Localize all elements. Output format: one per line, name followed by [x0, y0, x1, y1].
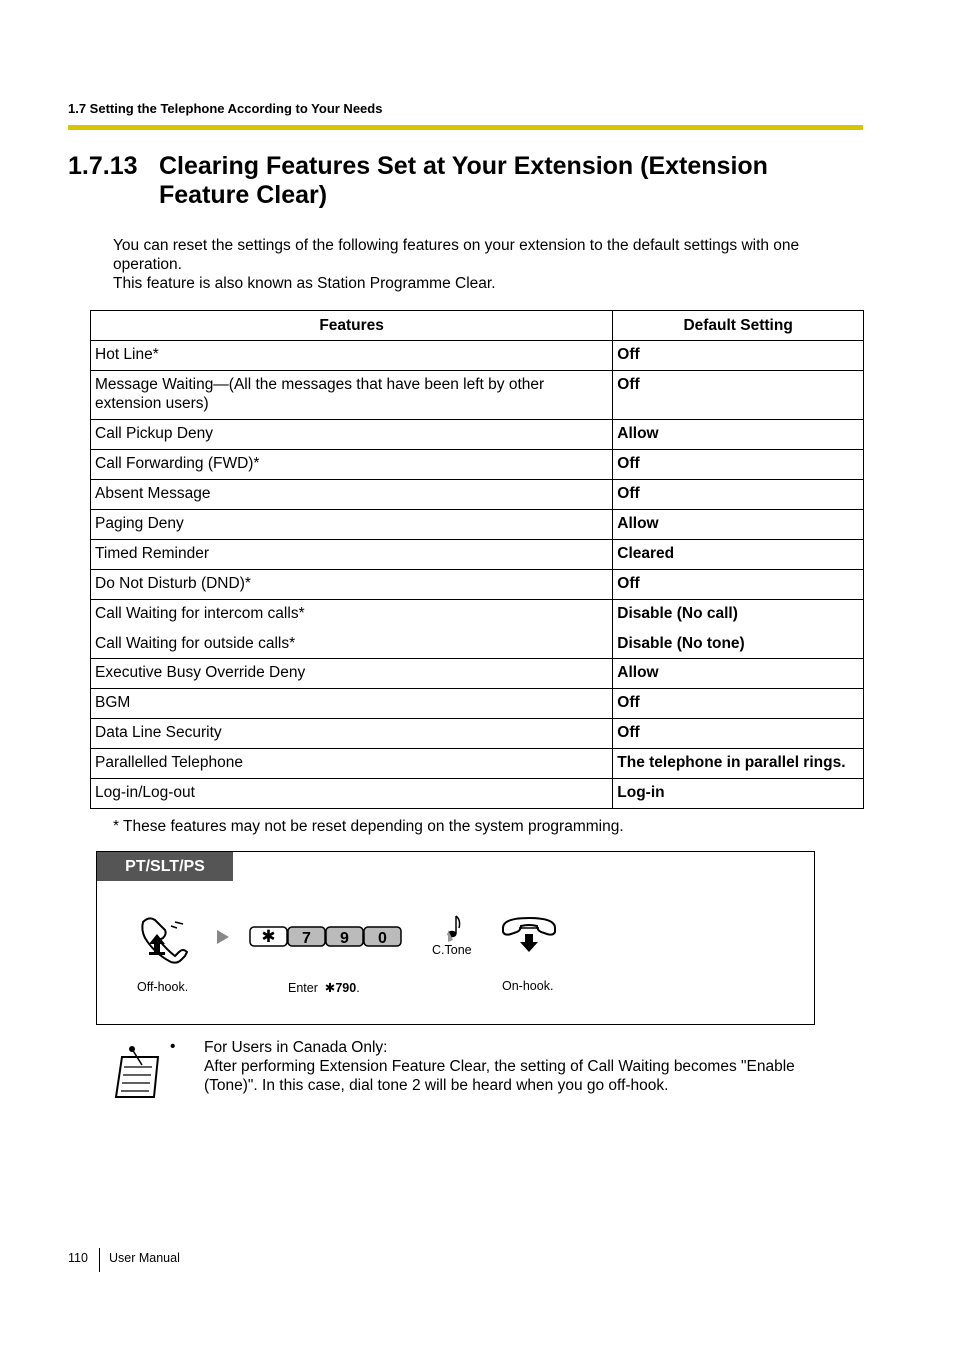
default-cell: Allow	[613, 510, 864, 540]
note-line-1: For Users in Canada Only:	[204, 1039, 388, 1056]
operation-box	[96, 851, 815, 1025]
feature-cell: Executive Busy Override Deny	[91, 659, 613, 689]
features-table	[90, 310, 864, 809]
default-cell: Log-in	[613, 779, 864, 809]
feature-cell: Call Pickup Deny	[91, 420, 613, 450]
default-cell: Allow	[613, 659, 864, 689]
table-row	[91, 719, 864, 749]
footer-label: User Manual	[109, 1251, 180, 1265]
feature-cell-intercom: Call Waiting for intercom calls*	[95, 605, 305, 622]
svg-text:9: 9	[340, 930, 349, 947]
operation-diagram	[97, 852, 816, 1026]
feature-cell: Paging Deny	[91, 510, 613, 540]
key-9	[326, 927, 363, 947]
step-enter-code: ✱790	[324, 981, 357, 995]
header-rule	[68, 125, 863, 130]
intro-text	[113, 236, 853, 293]
tone-label: C.Tone	[432, 943, 472, 957]
running-header: 1.7 Setting the Telephone According to Your Needs	[68, 101, 383, 116]
step-enter-prefix: Enter	[288, 981, 318, 995]
svg-text:7: 7	[302, 930, 311, 947]
feature-cell: Message Waiting—(All the messages that have been left by other extension users)	[91, 371, 613, 420]
default-cell: Off	[613, 689, 864, 719]
feature-cell: Call Forwarding (FWD)*	[91, 450, 613, 480]
section-number: 1.7.13	[68, 152, 138, 180]
feature-cell: Hot Line*	[91, 341, 613, 371]
default-cell: Off	[613, 480, 864, 510]
table-row	[91, 779, 864, 809]
default-cell: The telephone in parallel rings.	[613, 749, 864, 779]
feature-cell: BGM	[91, 689, 613, 719]
table-row	[91, 600, 864, 659]
feature-cell: Absent Message	[91, 480, 613, 510]
step-enter-caption	[288, 980, 360, 995]
feature-cell: Log-in/Log-out	[91, 779, 613, 809]
svg-text:✱: ✱	[261, 927, 276, 946]
table-header-row	[91, 311, 864, 341]
default-cell: Cleared	[613, 540, 864, 570]
off-hook-handset-icon	[142, 918, 187, 962]
step-enter-suffix: .	[356, 981, 360, 995]
intro-line-2: This feature is also known as Station Programme Clear.	[113, 275, 496, 292]
page-number: 110	[68, 1251, 88, 1265]
arrow-right-icon	[217, 930, 229, 944]
table-row	[91, 450, 864, 480]
table-row	[91, 540, 864, 570]
table-row	[91, 371, 864, 420]
table-row	[91, 659, 864, 689]
feature-cell: Timed Reminder	[91, 540, 613, 570]
section-title-text: Clearing Features Set at Your Extension (Extension Feature Clear)	[159, 152, 768, 209]
table-row	[91, 689, 864, 719]
key-7	[288, 927, 325, 947]
default-cell-outside: Disable (No tone)	[617, 635, 745, 652]
table-row	[91, 420, 864, 450]
feature-cell: Parallelled Telephone	[91, 749, 613, 779]
default-cell: Off	[613, 719, 864, 749]
note-bullet: •	[170, 1038, 176, 1055]
table-row	[91, 749, 864, 779]
music-note-icon	[448, 916, 460, 942]
step-on-hook-caption: On-hook.	[502, 979, 554, 993]
key-star	[250, 927, 287, 946]
feature-cell	[91, 600, 613, 659]
operation-tab-label: PT/SLT/PS	[97, 852, 233, 881]
table-row	[91, 341, 864, 371]
default-cell: Off	[613, 450, 864, 480]
default-cell-intercom: Disable (No call)	[617, 605, 738, 622]
footer-divider	[99, 1248, 100, 1272]
default-cell: Off	[613, 570, 864, 600]
default-cell: Off	[613, 341, 864, 371]
table-row	[91, 480, 864, 510]
default-cell	[613, 600, 864, 659]
footnote: * These features may not be reset depending on the system programming.	[113, 818, 624, 835]
default-cell: Off	[613, 371, 864, 420]
feature-cell: Do Not Disturb (DND)*	[91, 570, 613, 600]
step-off-hook-caption: Off-hook.	[137, 980, 189, 994]
notepad-icon	[112, 1043, 164, 1101]
on-hook-handset-icon	[503, 918, 555, 952]
column-header-features: Features	[91, 311, 613, 341]
key-0	[364, 927, 401, 947]
table-row	[91, 510, 864, 540]
svg-text:0: 0	[378, 930, 387, 947]
intro-line-1: You can reset the settings of the following features on your extension to the default settings with one operation.	[113, 237, 800, 273]
feature-cell: Data Line Security	[91, 719, 613, 749]
feature-cell-outside: Call Waiting for outside calls*	[95, 635, 296, 652]
note-text	[204, 1038, 834, 1095]
note-line-2: After performing Extension Feature Clear, the setting of Call Waiting becomes "Enable (Tone)". In this case, dial tone 2 will be heard when you go off-hook.	[204, 1058, 795, 1094]
default-cell: Allow	[613, 420, 864, 450]
column-header-default: Default Setting	[613, 311, 864, 341]
table-row	[91, 570, 864, 600]
